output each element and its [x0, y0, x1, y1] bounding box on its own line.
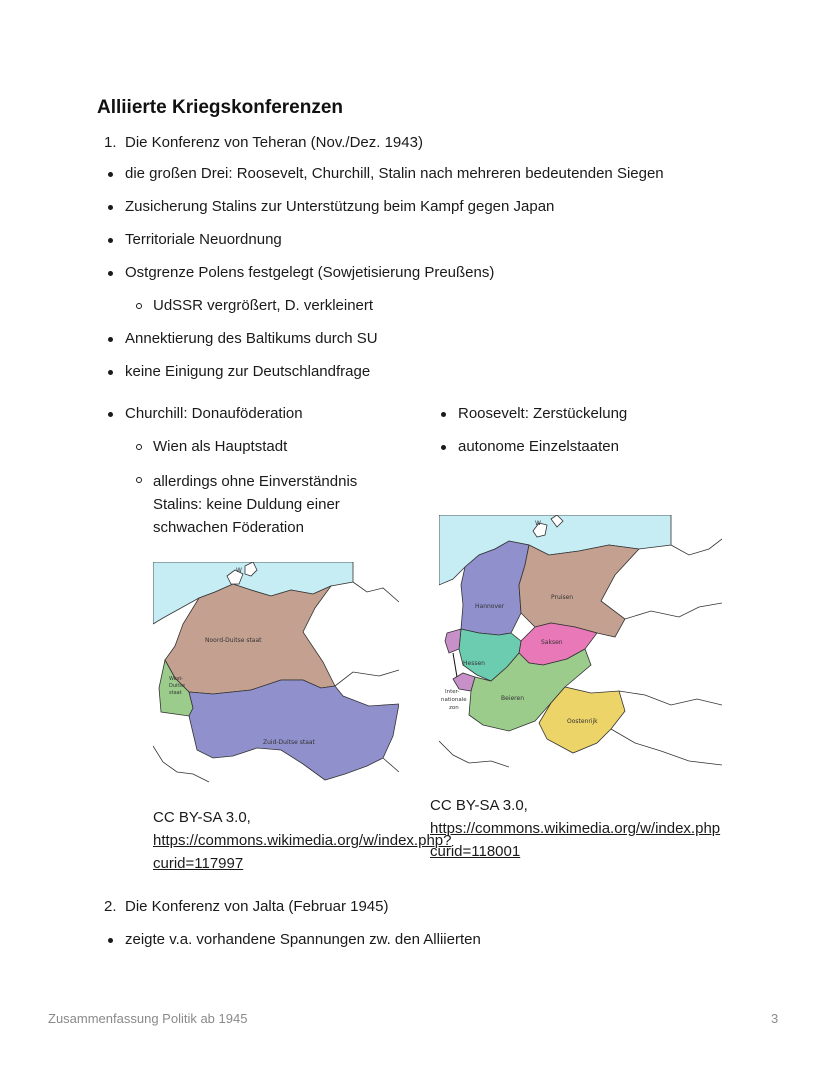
- map-label-north: Noord-Duitse staat: [205, 637, 262, 644]
- list-item: Ostgrenze Polens festgelegt (Sowjetisierung Preußens): [125, 264, 495, 281]
- section-number: 2.: [104, 898, 117, 915]
- map-label-south: Zuid-Duitse staat: [263, 739, 315, 746]
- list-item: Annektierung des Baltikums durch SU: [125, 330, 378, 347]
- bullet-dot: [108, 172, 113, 177]
- bullet-dot: [108, 370, 113, 375]
- map-label-west-2: Duitse: [169, 683, 186, 689]
- section-heading: Die Konferenz von Teheran (Nov./Dez. 1943): [125, 134, 423, 151]
- bullet-dot: [108, 271, 113, 276]
- sub-bullet-ring: [136, 303, 142, 309]
- map-label-west-1: West-: [169, 676, 184, 682]
- map-label-west-3: staat: [169, 690, 182, 696]
- churchill-heading: Churchill: Donauföderation: [125, 405, 303, 422]
- bullet-dot: [108, 205, 113, 210]
- map-label-hannover: Hannover: [475, 603, 505, 610]
- map-label-inter-1: Inter-: [445, 689, 460, 695]
- map-label-inter-3: zon: [449, 705, 459, 711]
- list-item: Territoriale Neuordnung: [125, 231, 282, 248]
- sub-list-item: Wien als Hauptstadt: [153, 438, 288, 455]
- map-label-oostenrijk: Oostenrijk: [567, 718, 598, 725]
- section-number: 1.: [104, 134, 117, 151]
- sub-list-item-line: schwachen Föderation: [153, 519, 304, 536]
- list-item: autonome Einzelstaaten: [458, 438, 619, 455]
- map-churchill-partition: [153, 562, 399, 783]
- map-roosevelt-partition: [439, 515, 722, 771]
- map2-source-link-cont[interactable]: curid=118001: [430, 843, 521, 860]
- list-item: zeigte v.a. vorhandene Spannungen zw. den Alliierten: [125, 931, 481, 948]
- map-label-beieren: Beieren: [501, 695, 524, 702]
- list-item: keine Einigung zur Deutschlandfrage: [125, 363, 371, 380]
- map-label-inter-2: nationale: [441, 697, 467, 703]
- bullet-dot: [108, 238, 113, 243]
- bullet-dot: [108, 337, 113, 342]
- sub-bullet-ring: [136, 444, 142, 450]
- map1-source-link-cont[interactable]: curid=117997: [153, 855, 244, 872]
- map2-source-link[interactable]: https://commons.wikimedia.org/w/index.php: [430, 820, 721, 837]
- list-item: Zusicherung Stalins zur Unterstützung beim Kampf gegen Japan: [125, 198, 555, 215]
- map-label-pruisen: Pruisen: [551, 594, 574, 601]
- roosevelt-heading: Roosevelt: Zerstückelung: [458, 405, 628, 422]
- list-item: die großen Drei: Roosevelt, Churchill, Stalin nach mehreren bedeutenden Siegen: [125, 165, 664, 182]
- sub-list-item-line: Stalins: keine Duldung einer: [153, 496, 340, 513]
- map1-source-link[interactable]: https://commons.wikimedia.org/w/index.php?: [153, 832, 452, 849]
- bullet-dot: [441, 412, 446, 417]
- footer-title: Zusammenfassung Politik ab 1945: [48, 1011, 248, 1026]
- page-title: Alliierte Kriegskonferenzen: [97, 97, 344, 118]
- map-label-w: W: [236, 567, 242, 574]
- bullet-dot: [108, 412, 113, 417]
- sub-list-item: UdSSR vergrößert, D. verkleinert: [153, 297, 374, 314]
- bullet-dot: [108, 938, 113, 943]
- sub-bullet-ring: [136, 477, 142, 483]
- map-label-hessen: Hessen: [463, 660, 485, 667]
- map2-license: CC BY-SA 3.0,: [430, 797, 528, 814]
- page-number: 3: [771, 1011, 779, 1026]
- section-heading: Die Konferenz von Jalta (Februar 1945): [125, 898, 389, 915]
- bullet-dot: [441, 445, 446, 450]
- map-label-w: W: [535, 520, 541, 527]
- map-label-saksen: Saksen: [541, 639, 563, 646]
- map1-license: CC BY-SA 3.0,: [153, 809, 251, 826]
- sub-list-item-line: allerdings ohne Einverständnis: [153, 473, 358, 490]
